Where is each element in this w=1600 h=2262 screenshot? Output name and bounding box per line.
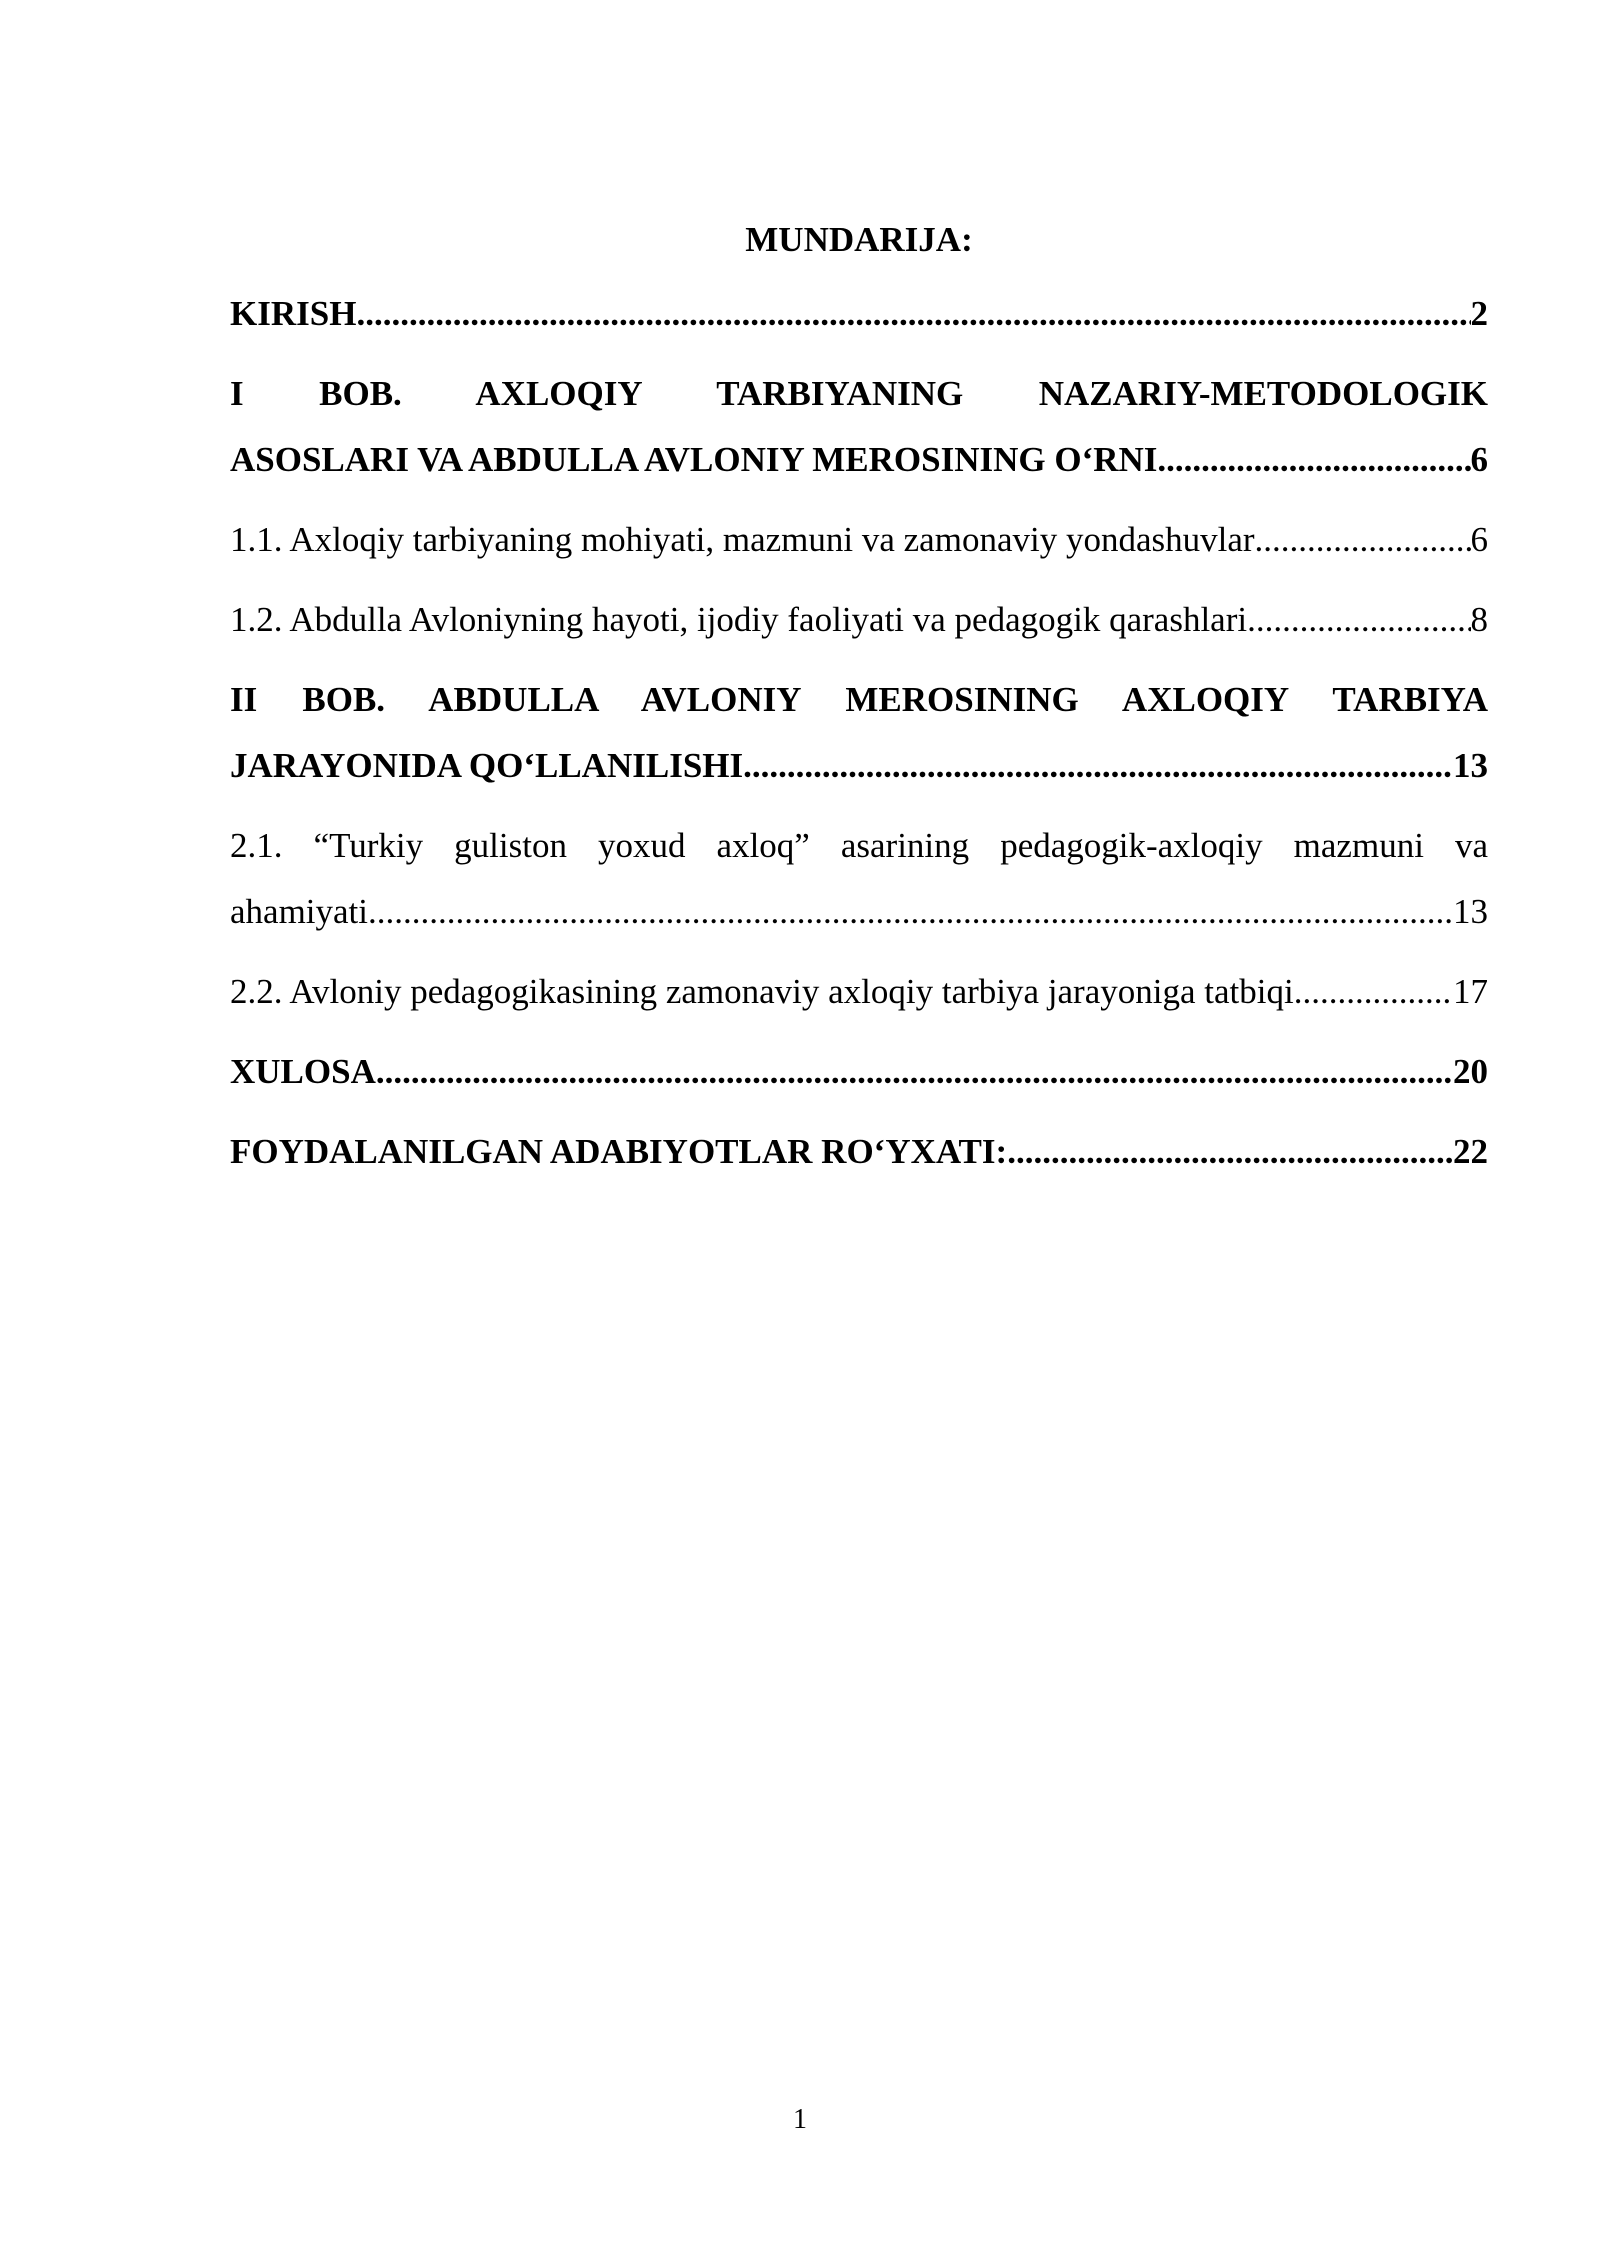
toc-entry-text: ahamiyati	[230, 892, 369, 931]
toc-page-number: 13	[1453, 746, 1488, 785]
toc-page-number: 17	[1453, 972, 1488, 1011]
toc-entry-references[interactable]	[230, 1119, 1488, 1185]
toc-entry-text: 1.1. Axloqiy tarbiyaning mohiyati, mazmuni va zamonaviy yondashuvlar	[230, 520, 1255, 559]
page-number: 1	[793, 2104, 807, 2135]
dot-leader	[1247, 587, 1470, 653]
toc-page-number: 2	[1470, 294, 1488, 333]
toc-entry-section-2-1[interactable]	[230, 813, 1488, 945]
dot-leader	[1157, 427, 1470, 493]
dot-leader	[1255, 507, 1471, 573]
toc-entry-chapter-2[interactable]	[230, 667, 1488, 799]
toc-entry-chapter-1[interactable]	[230, 361, 1488, 493]
toc-entry-text: XULOSA	[230, 1052, 376, 1091]
dot-leader	[368, 879, 1453, 945]
dot-leader	[376, 1039, 1453, 1105]
toc-entry-xulosa[interactable]	[230, 1039, 1488, 1105]
dot-leader	[356, 281, 1470, 347]
page-title: MUNDARIJA:	[745, 220, 973, 259]
toc-page-number: 20	[1453, 1052, 1488, 1091]
toc-entry-text: 1.2. Abdulla Avloniyning hayoti, ijodiy faoliyati va pedagogik qarashlari	[230, 600, 1248, 639]
table-of-contents	[230, 281, 1488, 1199]
toc-entry-text: JARAYONIDA QO‘LLANILISHI	[230, 746, 744, 785]
dot-leader	[1007, 1119, 1453, 1185]
toc-entry-line1: 2.1. “Turkiy guliston yoxud axloq” asarining pedagogik-axloqiy mazmuni va	[230, 826, 1488, 865]
toc-entry-text: 2.2. Avloniy pedagogikasining zamonaviy axloqiy tarbiya jarayoniga tatbiqi	[230, 972, 1294, 1011]
toc-entry-section-1-2[interactable]	[230, 587, 1488, 653]
toc-entry-text: ASOSLARI VA ABDULLA AVLONIY MEROSINING O‘RNI	[230, 440, 1158, 479]
toc-entry-section-2-2[interactable]	[230, 959, 1488, 1025]
toc-page-number: 22	[1453, 1132, 1488, 1171]
dot-leader	[1294, 959, 1453, 1025]
toc-page-number: 13	[1453, 892, 1488, 931]
toc-entry-section-1-1[interactable]	[230, 507, 1488, 573]
toc-entry-line1: II BOB. ABDULLA AVLONIY MEROSINING AXLOQIY TARBIYA	[230, 680, 1488, 719]
toc-entry-text: KIRISH	[230, 294, 357, 333]
toc-entry-text: FOYDALANILGAN ADABIYOTLAR RO‘YXATI:	[230, 1132, 1008, 1171]
dot-leader	[743, 733, 1453, 799]
toc-page-number: 8	[1470, 600, 1488, 639]
toc-entry-kirish[interactable]	[230, 281, 1488, 347]
toc-page-number: 6	[1470, 520, 1488, 559]
toc-entry-line1: I BOB. AXLOQIY TARBIYANING NAZARIY-METODOLOGIK	[230, 374, 1488, 413]
toc-page-number: 6	[1470, 440, 1488, 479]
